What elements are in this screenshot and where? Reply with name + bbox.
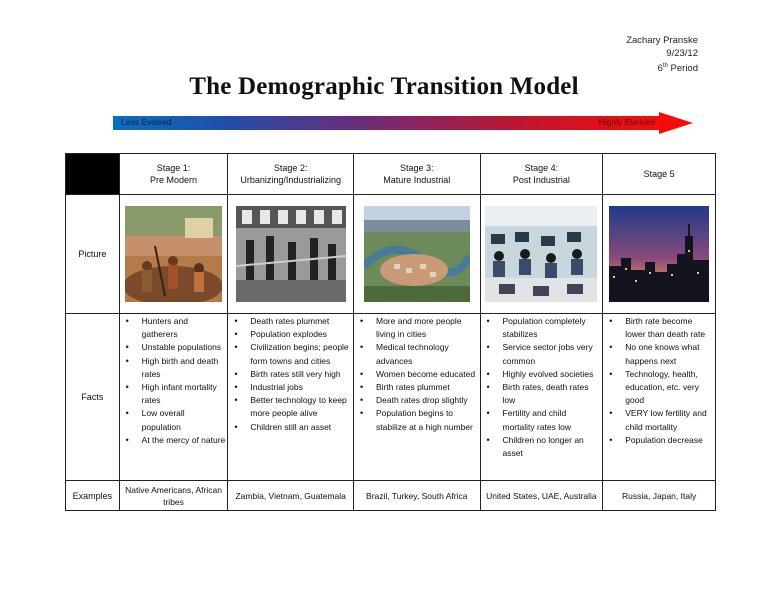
stage-3-picture-cell <box>354 195 481 314</box>
list-item: • Medical technology advances <box>376 341 478 367</box>
author-block <box>626 34 698 75</box>
stage-5-picture-cell <box>603 195 716 314</box>
stage-4-header: Stage 4: Post Industrial <box>480 154 603 195</box>
page-title: The Demographic Transition Model <box>189 73 579 100</box>
row-label-picture: Picture <box>66 195 120 314</box>
list-item: • Death rates drop slightly <box>376 394 478 407</box>
arrow-gradient-bar <box>113 116 661 130</box>
stage-header-row <box>66 154 716 195</box>
examples-row <box>66 481 716 511</box>
list-item: • Low overall population <box>142 407 226 433</box>
stage-3-header: Stage 3: Mature Industrial <box>354 154 481 195</box>
facts-row <box>66 314 716 481</box>
demographic-transition-table <box>65 153 716 511</box>
list-item: • Birth rates plummet <box>376 381 478 394</box>
list-item: • Better technology to keep more people alive <box>250 394 351 420</box>
list-item: • Children no longer an asset <box>503 434 601 460</box>
hunter-gatherers-image <box>125 206 222 302</box>
office-workers-image <box>485 206 597 302</box>
list-item: • Women become educated <box>376 368 478 381</box>
list-item: • Industrial jobs <box>250 381 351 394</box>
list-item: • VERY low fertility and child mortality <box>625 407 713 433</box>
row-label-facts: Facts <box>66 314 120 481</box>
row-label-examples: Examples <box>66 481 120 511</box>
picture-row <box>66 195 716 314</box>
header-corner-cell <box>66 154 120 195</box>
list-item: • No one knows what happens next <box>625 341 713 367</box>
arrow-label-less-evolved: Less Evolved <box>121 117 172 127</box>
city-river-image <box>364 206 470 302</box>
stage-4-facts-cell <box>480 314 603 481</box>
list-item: • Birth rate become lower than death rate <box>625 315 713 341</box>
stage-1-examples: Native Americans, African tribes <box>119 481 228 511</box>
stage-5-examples: Russia, Japan, Italy <box>603 481 716 511</box>
stage-5-header: Stage 5 <box>603 154 716 195</box>
list-item: • Civilization begins; people form towns and cities <box>250 341 351 367</box>
author-name: Zachary Pranske <box>626 35 698 46</box>
list-item: • Population explodes <box>250 328 351 341</box>
list-item: • Technology, health, education, etc. very good <box>625 368 713 408</box>
stage-4-picture-cell <box>480 195 603 314</box>
stage-4-facts-list <box>481 314 603 460</box>
arrow-head-icon <box>659 112 693 134</box>
list-item: • Population completely stabilizes <box>503 315 601 341</box>
list-item: • Highly evolved societies <box>503 368 601 381</box>
stage-5-facts-list <box>603 314 715 447</box>
factory-workers-image <box>236 206 346 302</box>
stage-2-facts-cell <box>228 314 354 481</box>
stage-4-examples: United States, UAE, Australia <box>480 481 603 511</box>
list-item: • Population begins to stabilize at a high number <box>376 407 478 433</box>
stage-1-header: Stage 1: Pre Modern <box>119 154 228 195</box>
list-item: • At the mercy of nature <box>142 434 226 447</box>
list-item: • Birth rates still very high <box>250 368 351 381</box>
stage-1-facts-list <box>120 314 228 447</box>
list-item: • Birth rates, death rates low <box>503 381 601 407</box>
list-item: • High infant mortality rates <box>142 381 226 407</box>
list-item: • Population decrease <box>625 434 713 447</box>
stage-2-facts-list <box>228 314 353 434</box>
arrow-label-highly-evolved: Highly Evolved <box>598 117 655 127</box>
stage-5-facts-cell <box>603 314 716 481</box>
list-item: • More and more people living in cities <box>376 315 478 341</box>
evolution-arrow <box>113 112 693 134</box>
stage-3-facts-list <box>354 314 480 434</box>
list-item: • Fertility and child mortality rates low <box>503 407 601 433</box>
stage-3-facts-cell <box>354 314 481 481</box>
date: 9/23/12 <box>666 48 698 59</box>
stage-1-facts-cell <box>119 314 228 481</box>
list-item: • Unstable populations <box>142 341 226 354</box>
stage-3-examples: Brazil, Turkey, South Africa <box>354 481 481 511</box>
list-item: • Service sector jobs very common <box>503 341 601 367</box>
stage-2-picture-cell <box>228 195 354 314</box>
stage-2-header: Stage 2: Urbanizing/Industrializing <box>228 154 354 195</box>
class-period: 6th Period <box>657 63 698 75</box>
list-item: • Children still an asset <box>250 421 351 434</box>
list-item: • High birth and death rates <box>142 355 226 381</box>
stage-2-examples: Zambia, Vietnam, Guatemala <box>228 481 354 511</box>
stage-1-picture-cell <box>119 195 228 314</box>
list-item: • Hunters and gatherers <box>142 315 226 341</box>
city-skyline-night-image <box>609 206 709 302</box>
list-item: • Death rates plummet <box>250 315 351 328</box>
